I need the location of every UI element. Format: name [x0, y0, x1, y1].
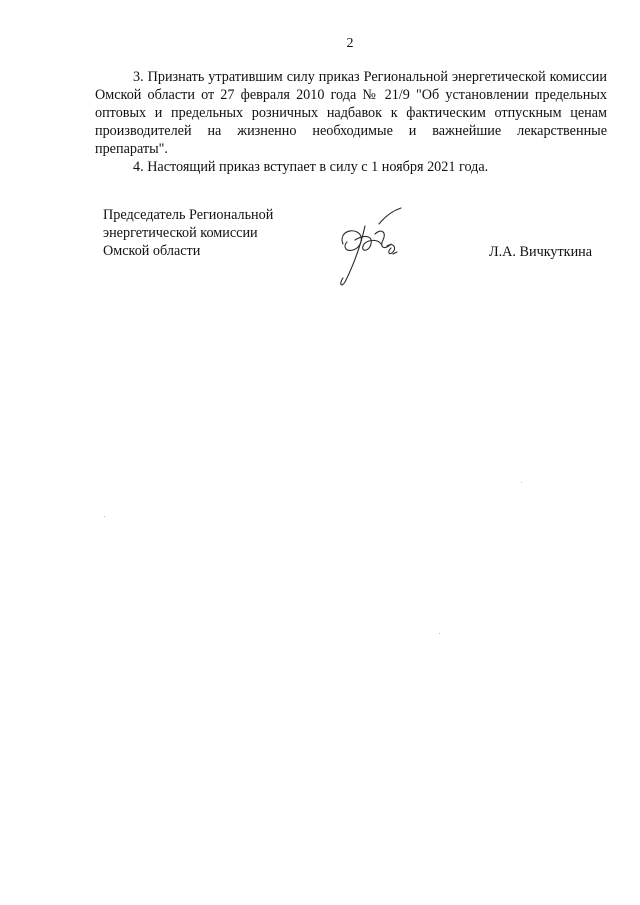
signer-position — [103, 206, 273, 260]
document-body — [95, 68, 607, 176]
page-number: 2 — [346, 36, 354, 51]
signer-name: Л.А. Вичкуткина — [489, 244, 593, 260]
scan-speck — [439, 633, 440, 634]
signer-position-line: Омской области — [103, 243, 201, 259]
paragraph-item-3: 3. Признать утратившим силу приказ Региональной энергетической комиссии Омской области от 27 февраля 2010 года № 21/9 "Об установлении предельных оптовых и предельных розничных надбавок к фактическим отпускным ценам производителей на жизненно необходимые и важнейшие лекарственные препараты". — [95, 69, 607, 157]
handwritten-signature-icon — [335, 204, 407, 290]
signer-position-line: Председатель Региональной — [103, 207, 274, 223]
signer-position-line: энергетической комиссии — [103, 225, 258, 241]
paragraph-item-4: 4. Настоящий приказ вступает в силу с 1 ноября 2021 года. — [133, 159, 489, 175]
scan-speck — [521, 482, 522, 483]
scan-speck — [104, 516, 105, 517]
